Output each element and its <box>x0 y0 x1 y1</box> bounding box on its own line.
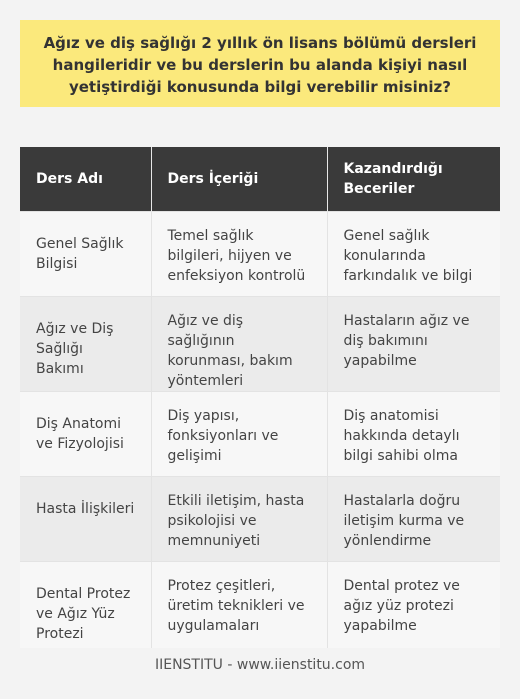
table-row <box>20 392 500 477</box>
course-skills-cell: Hastaların ağız ve diş bakımını yapabilme <box>327 297 500 392</box>
courses-table <box>20 147 500 648</box>
course-name-cell: Ağız ve Diş Sağlığı Bakımı <box>20 297 151 392</box>
table-header-row <box>20 147 500 212</box>
course-content-cell: Etkili iletişim, hasta psikolojisi ve memnuniyeti <box>151 477 327 562</box>
question-box <box>20 20 500 107</box>
course-content-cell: Diş yapısı, fonksiyonları ve gelişimi <box>151 392 327 477</box>
table-row <box>20 562 500 648</box>
course-skills-cell: Genel sağlık konularında farkındalık ve bilgi <box>327 212 500 297</box>
course-content-cell: Ağız ve diş sağlığının korunması, bakım yöntemleri <box>151 297 327 392</box>
question-text: Ağız ve diş sağlığı 2 yıllık ön lisans bölümü dersleri hangileridir ve bu derslerin bu alanda kişiyi nasıl yetiştirdiği konusunda bilgi verebilir misiniz? <box>43 34 477 96</box>
course-name-cell: Genel Sağlık Bilgisi <box>20 212 151 297</box>
course-skills-cell: Diş anatomisi hakkında detaylı bilgi sahibi olma <box>327 392 500 477</box>
course-skills-cell: Hastalarla doğru iletişim kurma ve yönlendirme <box>327 477 500 562</box>
table-row <box>20 212 500 297</box>
header-course-content: Ders İçeriği <box>151 147 327 212</box>
course-name-cell: Dental Protez ve Ağız Yüz Protezi <box>20 562 151 648</box>
course-name-cell: Hasta İlişkileri <box>20 477 151 562</box>
course-skills-cell: Dental protez ve ağız yüz protezi yapabilme <box>327 562 500 648</box>
footer <box>0 657 520 673</box>
header-skills: Kazandırdığı Beceriler <box>327 147 500 212</box>
course-content-cell: Protez çeşitleri, üretim teknikleri ve uygulamaları <box>151 562 327 648</box>
header-course-name: Ders Adı <box>20 147 151 212</box>
course-content-cell: Temel sağlık bilgileri, hijyen ve enfeksiyon kontrolü <box>151 212 327 297</box>
footer-text: IIENSTITU - www.iienstitu.com <box>154 657 366 673</box>
table-row <box>20 477 500 562</box>
course-name-cell: Diş Anatomi ve Fizyolojisi <box>20 392 151 477</box>
table-row <box>20 297 500 392</box>
